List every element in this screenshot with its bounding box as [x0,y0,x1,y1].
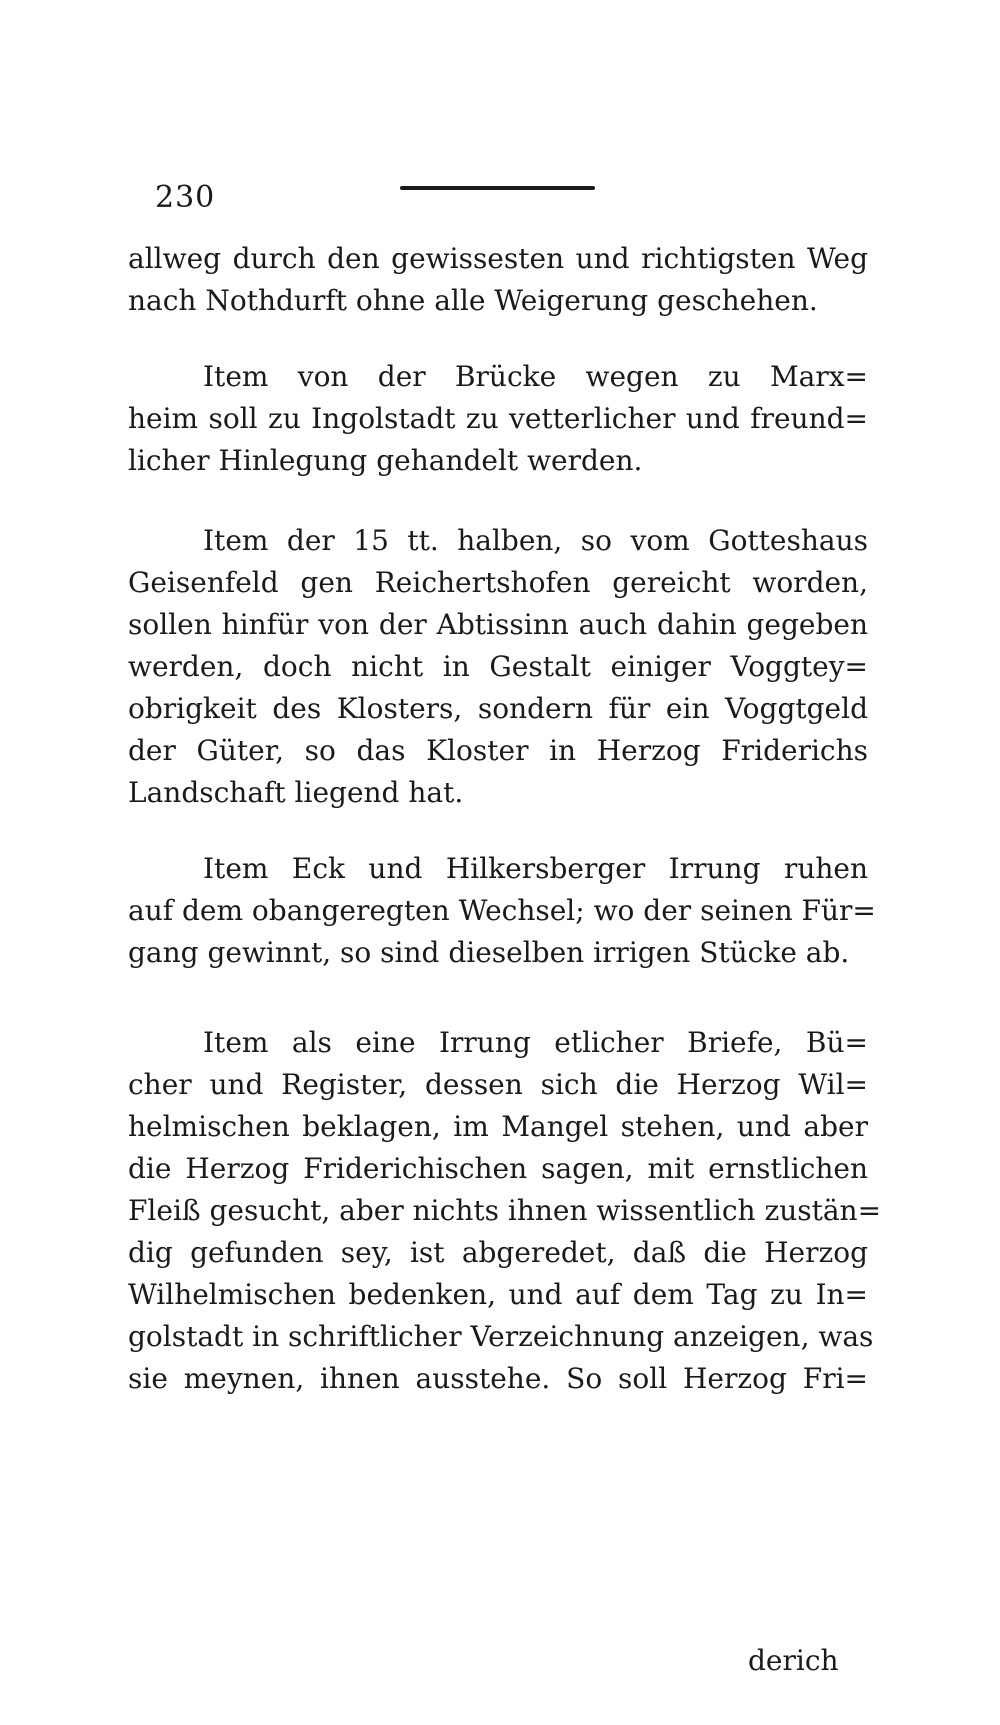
text-line: Item von der Brücke wegen zu Marx= [203,360,868,393]
text-line: nach Nothdurft ohne alle Weigerung geschehen. [128,284,818,317]
text-line: cher und Register, dessen sich die Herzog Wil= [128,1068,868,1101]
text-line: heim soll zu Ingolstadt zu vetterlicher und freund= [128,402,868,435]
text-line: Item der 15 tt. halben, so vom Gotteshaus [203,524,868,557]
text-line: der Güter, so das Kloster in Herzog Friderichs [128,734,868,767]
text-line: golstadt in schriftlicher Verzeichnung anzeigen, was [128,1320,874,1353]
text-line: obrigkeit des Klosters, sondern für ein Voggtgeld [128,692,868,725]
catchword: derich [748,1644,839,1677]
text-line: Geisenfeld gen Reichertshofen gereicht worden, [128,566,868,599]
paragraph-4 [128,848,876,974]
text-line: sollen hinfür von der Abtissinn auch dahin gegeben [128,608,868,641]
text-line: allweg durch den gewissesten und richtigsten Weg [128,242,868,275]
paragraph-5 [128,1022,882,1400]
paragraph-3 [128,520,868,814]
page-number: 230 [155,180,216,215]
paragraph-1 [128,238,868,322]
text-line: licher Hinlegung gehandelt werden. [128,444,643,477]
text-line: die Herzog Friderichischen sagen, mit ernstlichen [128,1152,868,1185]
paragraph-2 [128,356,868,482]
text-line: Item als eine Irrung etlicher Briefe, Bü= [203,1026,868,1059]
header-rule [400,186,595,190]
text-line: Fleiß gesucht, aber nichts ihnen wissentlich zustän= [128,1194,882,1227]
text-line: werden, doch nicht in Gestalt einiger Voggtey= [128,650,868,683]
text-line: gang gewinnt, so sind dieselben irrigen Stücke ab. [128,936,850,969]
text-line: Wilhelmischen bedenken, und auf dem Tag zu In= [128,1278,868,1311]
text-line: auf dem obangeregten Wechsel; wo der seinen Für= [128,894,876,927]
text-line: helmischen beklagen, im Mangel stehen, und aber [128,1110,868,1143]
text-line: sie meynen, ihnen ausstehe. So soll Herzog Fri= [128,1362,868,1395]
text-line: Item Eck und Hilkersberger Irrung ruhen [203,852,868,885]
text-line: Landschaft liegend hat. [128,776,464,809]
text-line: dig gefunden sey, ist abgeredet, daß die Herzog [128,1236,868,1269]
